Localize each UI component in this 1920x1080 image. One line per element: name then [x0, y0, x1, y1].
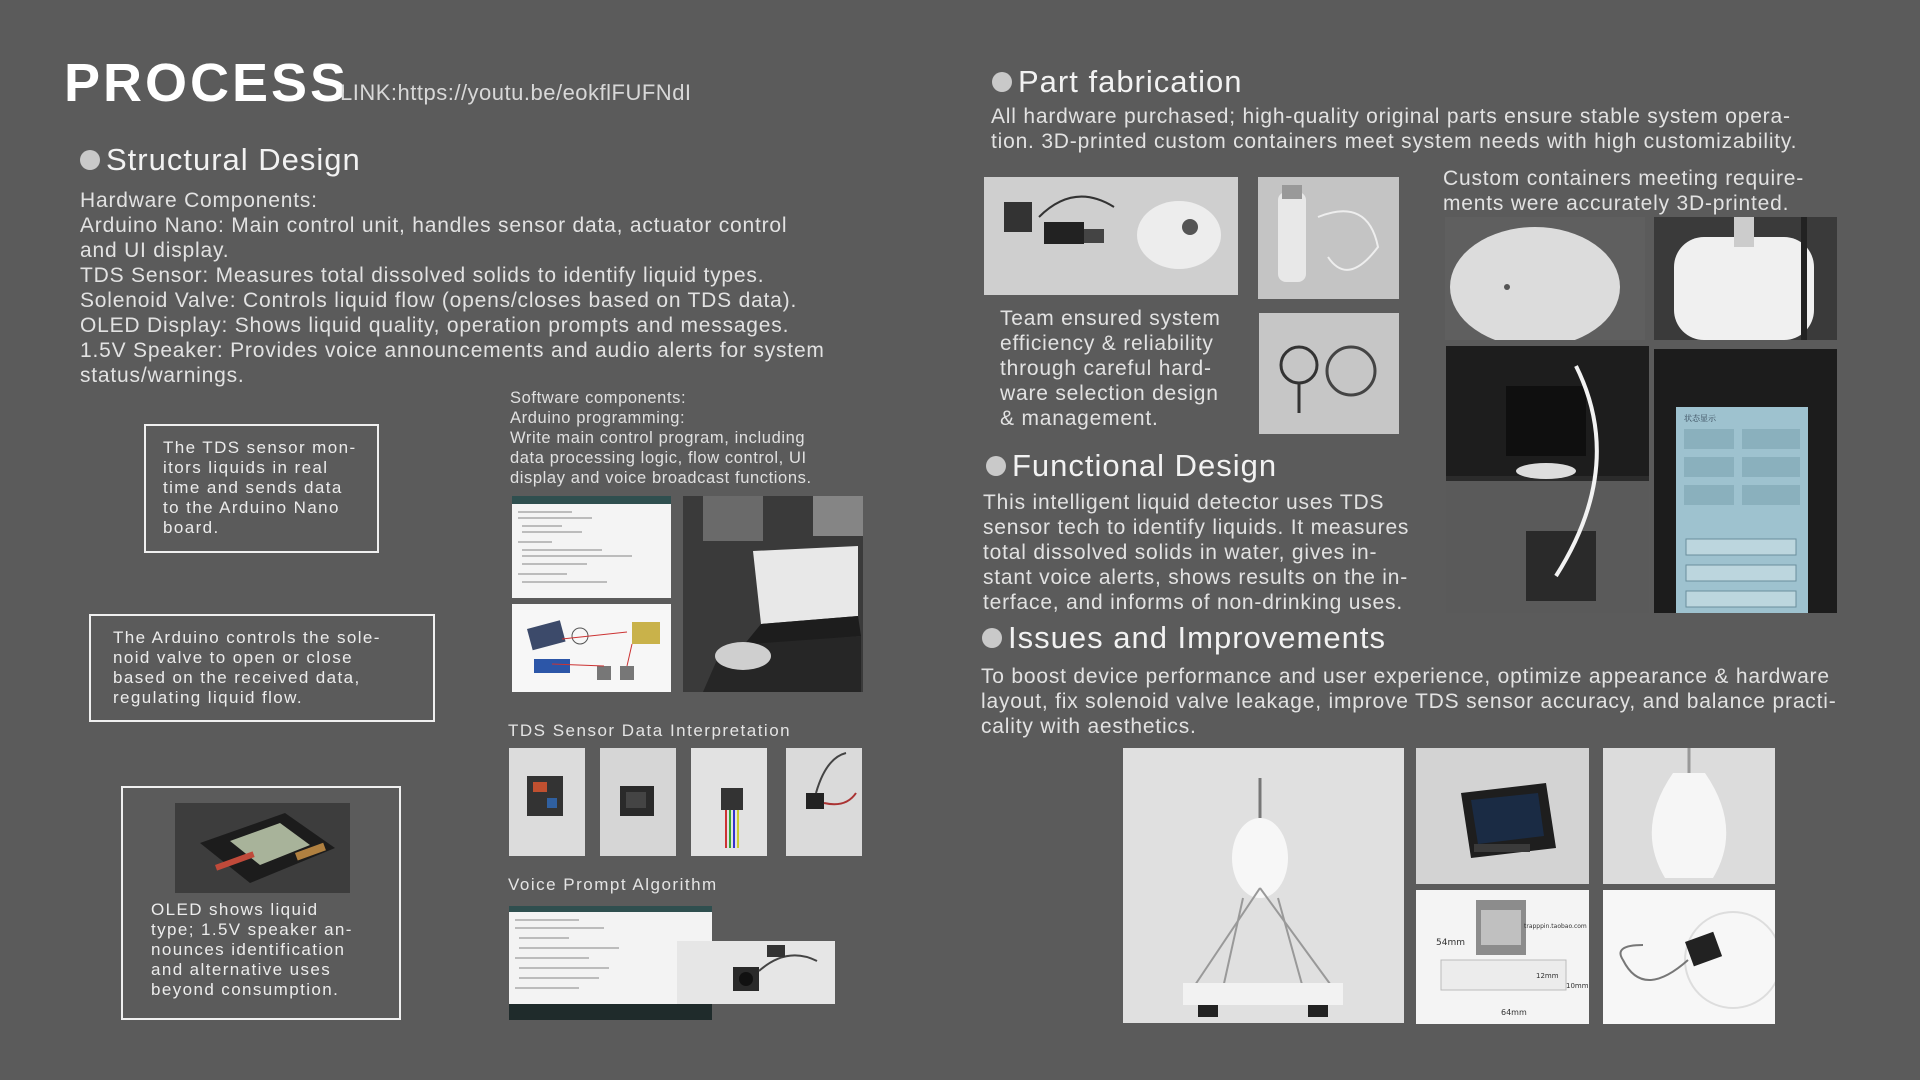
speaker-image: [677, 941, 835, 1004]
bullet-dot-icon: [982, 628, 1002, 648]
structural-design-title: Structural Design: [106, 142, 361, 177]
tds-board-photo-4: [786, 748, 862, 856]
laptop-programming-image: [683, 496, 863, 692]
structural-design-heading: [80, 142, 361, 178]
heat-gun-image: [1258, 177, 1399, 299]
valve-dim-height: 54mm: [1436, 938, 1465, 948]
functional-design-text: This intelligent liquid detector uses TDS sensor tech to identify liquids. It measures total dissolved solids in water, gives in- stant voice alerts, shows results on the in- terface, and informs of non-drinking uses.: [983, 491, 1410, 614]
solenoid-valve-photo: [1416, 890, 1589, 1024]
code-screenshot-image: [512, 496, 671, 598]
hardware-parts-photo: [984, 177, 1238, 295]
video-link[interactable]: LINK:https://youtu.be/eokflFUFNdI: [340, 80, 692, 105]
valve-dim-width: 64mm: [1501, 1008, 1527, 1017]
tds-board-photo-2: [600, 748, 676, 856]
team-selection-text: Team ensured system efficiency & reliability through careful hard- ware selection design & management.: [1000, 307, 1221, 430]
arduino-note-text: The Arduino controls the sole- noid valve to open or close based on the received data, regulating liquid flow.: [113, 628, 381, 707]
code-screenshot-photo: [512, 496, 671, 598]
oled-shield-image: [175, 803, 350, 893]
vase-container-photo: [1603, 748, 1775, 884]
circuit-diagram-photo: [512, 604, 671, 692]
oled-note-box: [121, 786, 401, 1020]
valve-dim-outlet: 10mm: [1566, 982, 1589, 990]
vase-container-image: [1603, 748, 1775, 884]
bullet-dot-icon: [80, 150, 100, 170]
printed-container-photo: [1445, 217, 1645, 340]
part-fabrication-heading: [992, 64, 1243, 100]
printer-screen-photo: [1654, 349, 1837, 613]
tds-note-text: The TDS sensor mon- itors liquids in real time and sends data to the Arduino Nano board.: [163, 438, 357, 537]
prototype-device-image: [1123, 748, 1404, 1023]
3d-printer-image: [1446, 346, 1649, 613]
tds-note-box: [144, 424, 379, 553]
oled-note-text: OLED shows liquid type; 1.5V speaker an- nounces identification and alternative uses beyond consumption.: [151, 900, 353, 999]
tds-board-image-1: [509, 748, 585, 856]
software-components-text: Software components: Arduino programming: Write main control program, including data processing logic, flow control, UI display and voice broadcast functions.: [510, 389, 812, 487]
bullet-dot-icon: [992, 72, 1012, 92]
hardware-parts-image: [984, 177, 1238, 295]
valve-shop-label: trapppin.taobao.com: [1524, 923, 1587, 930]
arduino-note-box: [89, 614, 435, 722]
issues-text: To boost device performance and user experience, optimize appearance & hardware layout, fix solenoid valve leakage, improve TDS sensor accuracy, and balance practi- cality with aesthetics.: [981, 665, 1837, 738]
solenoid-valve-image: [1416, 890, 1589, 1024]
custom-containers-text: Custom containers meeting require- ments were accurately 3D-printed.: [1443, 167, 1805, 215]
speaker-photo: [677, 941, 835, 1004]
bullet-dot-icon: [986, 456, 1006, 476]
functional-design-title: Functional Design: [1012, 448, 1278, 483]
hardware-components-text: Hardware Components: Arduino Nano: Main control unit, handles sensor data, actuator control and UI display. TDS Sensor: Measures total dissolved solids to identify liquid types. Solenoid Valve: Controls liquid flow (opens/closes based on TDS data). OLED Display: Shows liquid quality, operation prompts and messages. 1.5V Speaker: Provides voice announcements and audio alerts for system status/warnings.: [80, 189, 825, 387]
screen-title: 状态显示: [1684, 414, 1716, 423]
voice-prompt-caption: Voice Prompt Algorithm: [508, 875, 718, 894]
metal-rings-photo: [1259, 313, 1399, 434]
laptop-programming-photo: [683, 496, 863, 692]
functional-design-heading: [986, 448, 1277, 484]
tds-probe-image: [1603, 890, 1775, 1024]
filament-spool-image: [1654, 217, 1837, 340]
circuit-diagram-image: [512, 604, 671, 692]
tds-probe-photo: [1603, 890, 1775, 1024]
tds-board-image-2: [600, 748, 676, 856]
heat-gun-photo: [1258, 177, 1399, 299]
oled-module-photo: [1416, 748, 1589, 884]
printer-screen-image: [1654, 349, 1837, 613]
page-title: PROCESS: [64, 53, 350, 113]
printed-container-image: [1445, 217, 1645, 340]
part-fabrication-title: Part fabrication: [1018, 64, 1243, 99]
issues-heading: [982, 620, 1386, 656]
tds-board-photo-1: [509, 748, 585, 856]
part-fabrication-text: All hardware purchased; high-quality original parts ensure stable system opera- tion. 3D-printed custom containers meet system needs with high customizability.: [991, 105, 1798, 153]
valve-dim-pipe: 12mm: [1536, 972, 1559, 980]
metal-rings-image: [1259, 313, 1399, 434]
tds-interpretation-caption: TDS Sensor Data Interpretation: [508, 721, 792, 740]
prototype-device-photo: [1123, 748, 1404, 1023]
oled-shield-photo: [175, 803, 350, 893]
issues-title: Issues and Improvements: [1008, 620, 1386, 655]
tds-board-photo-3: [691, 748, 767, 856]
filament-spool-photo: [1654, 217, 1837, 340]
tds-board-image-3: [691, 748, 767, 856]
3d-printer-photo: [1446, 346, 1649, 613]
tds-board-image-4: [786, 748, 862, 856]
oled-module-image: [1416, 748, 1589, 884]
